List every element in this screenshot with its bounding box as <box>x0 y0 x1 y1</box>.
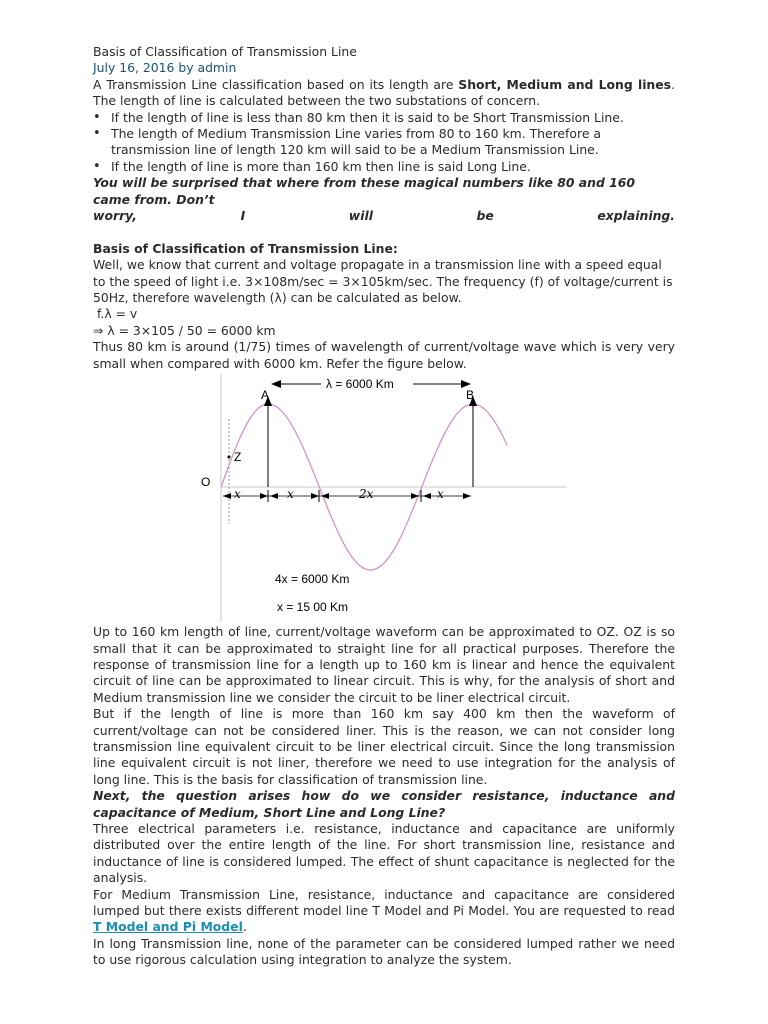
lambda-arrow-right <box>461 380 471 388</box>
medium-model-text-end: . <box>242 919 247 935</box>
label-a: A <box>261 388 270 403</box>
equation-1: f.λ = v <box>93 306 138 322</box>
intro-text-end: . The length of line is calculated between the two substations of concern. <box>93 76 675 109</box>
short-medium-paragraph: Up to 160 km length of line, current/voltage waveform can be approximated to OZ. OZ is so small that it can be approximated to straight line for all practical purposes. Therefore the response of transmission line for a length up to 160 km is linear and hence the equivalent circuit of line can be approximated to linear circuit. This is why, for the analysis of short and Medium transmission line we consider the circuit to be liner electrical circuit. <box>93 624 675 705</box>
seg-arrow <box>423 493 431 499</box>
note-word: explaining. <box>597 208 675 224</box>
section-heading: Basis of Classification of Transmission Line: <box>93 240 398 256</box>
question-heading: Next, the question arises how do we consider resistance, inductance and capacitance of Medium, Short Line and Long Line? <box>93 788 675 820</box>
lambda-arrow-left <box>271 380 281 388</box>
list-item: • If the length of line is more than 160 km then line is said Long Line. <box>111 159 675 175</box>
intro-paragraph <box>93 77 675 110</box>
list-item: • If the length of line is less than 80 km then it is said to be Short Transmission Line. <box>111 110 675 126</box>
seg-arrow <box>223 493 231 499</box>
equation-4x: 4x = 6000 Km <box>275 572 350 587</box>
segment-label-x: x <box>234 487 241 502</box>
italic-note-line2 <box>93 208 675 224</box>
t-pi-model-link[interactable]: T Model and Pi Model <box>93 919 243 935</box>
equation-2: ⇒ λ = 3×105 / 50 = 6000 km <box>93 322 276 338</box>
note-word: worry, <box>93 208 138 224</box>
intro-bold-text: Short, Medium and Long lines <box>458 76 672 92</box>
point-z-dot <box>228 456 231 459</box>
label-o: O <box>201 475 211 490</box>
note-word: I <box>240 208 246 224</box>
note-word: will <box>348 208 373 224</box>
spacer <box>93 224 675 240</box>
comparison-paragraph: Thus 80 km is around (1/75) times of wavelength of current/voltage wave which is very very small when compared with 6000 km. Refer the figure below. <box>93 339 675 371</box>
segment-label-x: x <box>287 487 294 502</box>
wavelength-paragraph: Well, we know that current and voltage propagate in a transmission line with a speed equal to the speed of light i.e. 3×108m/sec = 3×105km/sec. The frequency (f) of voltage/current is 50Hz, therefore wavelength (λ) can be calculated as below. <box>93 257 673 306</box>
seg-arrow <box>260 493 268 499</box>
segment-label-2x: 2x <box>359 487 374 502</box>
italic-note-line1: You will be surprised that where from these magical numbers like 80 and 160 came from. Don’t <box>93 175 636 207</box>
list-item: • The length of Medium Transmission Line varies from 80 to 160 km. Therefore a transmission line of length 120 km will said to be a Medium Transmission Line. <box>111 126 675 159</box>
medium-model-paragraph <box>93 887 675 936</box>
label-b: B <box>466 388 475 403</box>
waveform-figure <box>201 374 581 622</box>
equation-x: x = 15 00 Km <box>277 600 349 615</box>
segment-label-x: x <box>437 487 444 502</box>
seg-arrow <box>270 493 278 499</box>
parameters-paragraph: Three electrical parameters i.e. resistance, inductance and capacitance are uniformly distributed over the entire length of the line. For short transmission line, resistance and inductance of line is considered lumped. The effect of shunt capacitance is neglected for the analysis. <box>93 820 675 886</box>
seg-arrow <box>311 493 319 499</box>
post-date: July 16, 2016 by admin <box>93 60 237 76</box>
article-title: Basis of Classification of Transmission Line <box>93 44 357 59</box>
lambda-label: λ = 6000 Km <box>326 377 394 392</box>
classification-list <box>93 110 675 176</box>
note-word: be <box>476 208 494 224</box>
long-line-paragraph: But if the length of line is more than 160 km say 400 km then the waveform of current/voltage can not be considered liner. This is the reason, we can not consider long transmission line equivalent circuit to be liner electrical circuit. Since the long transmission line equivalent circuit is not liner, therefore we need to use integration for the analysis of long line. This is the basis for classification of transmission line. <box>93 706 675 787</box>
medium-model-text: For Medium Transmission Line, resistance, inductance and capacitance are considered lumped but there exists different model line T Model and Pi Model. You are requested to read <box>93 886 675 919</box>
intro-text: A Transmission Line classification based on its length are <box>93 76 459 92</box>
label-z: Z <box>234 450 242 465</box>
waveform-diagram <box>201 374 581 622</box>
seg-arrow <box>463 493 471 499</box>
long-transmission-paragraph: In long Transmission line, none of the parameter can be considered lumped rather we need to use rigorous calculation using integration to analyze the system. <box>93 935 675 968</box>
